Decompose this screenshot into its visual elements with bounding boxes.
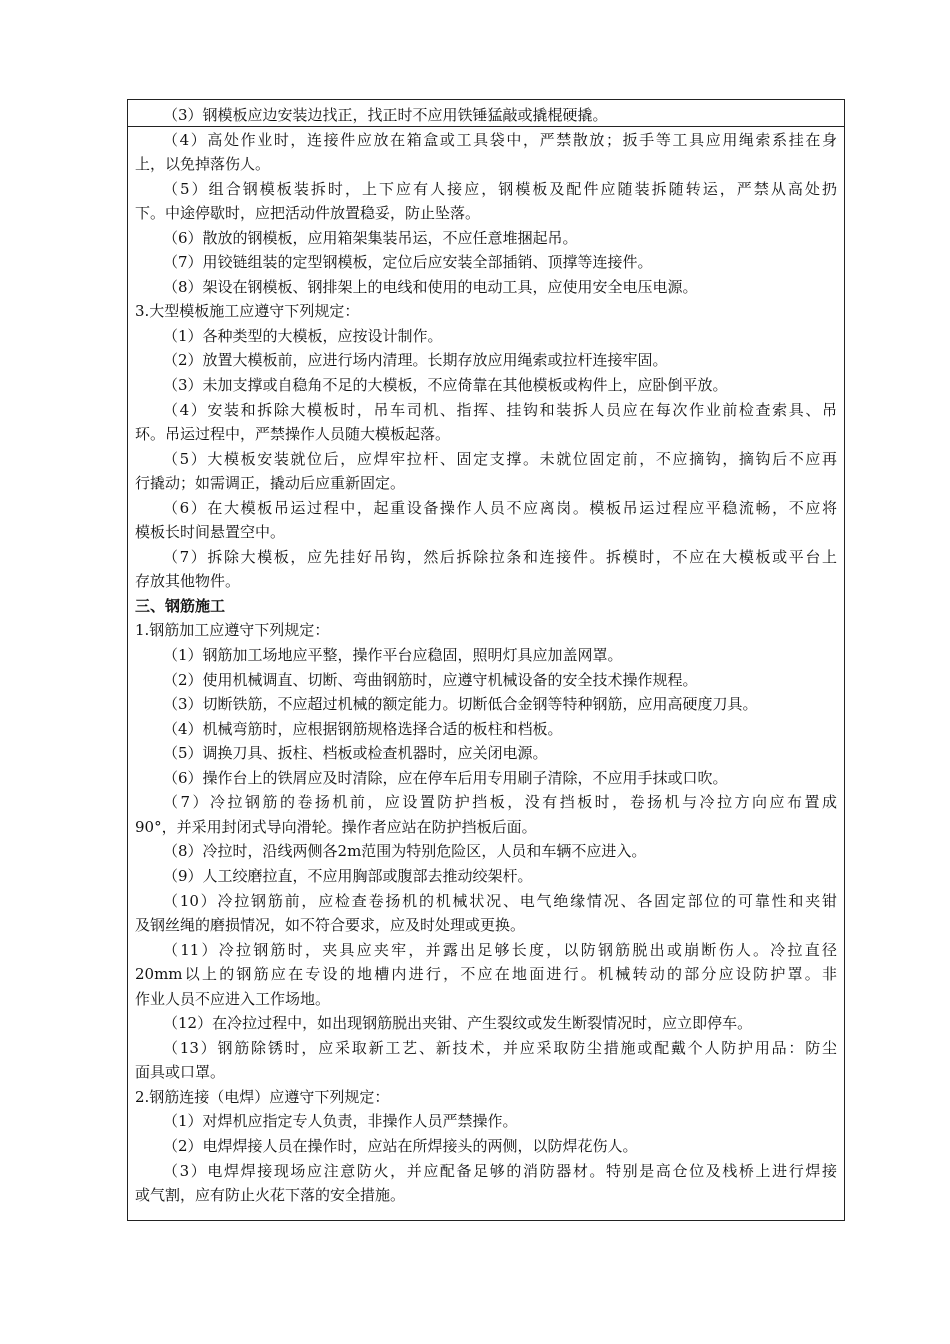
text-line: 模板长时间悬置空中。	[135, 523, 286, 542]
text-line: 作业人员不应进入工作场地。	[135, 989, 331, 1008]
text-line: （13）钢筋除锈时，应采取新工艺、新技术，并应采取防尘措施或配戴个人防护用品：防尘	[163, 1038, 837, 1057]
text-line: （1）钢筋加工场地应平整，操作平台应稳固，照明灯具应加盖网罩。	[163, 646, 623, 665]
text-line: （6）操作台上的铁屑应及时清除，应在停车后用专用刷子清除，不应用手抹或口吹。	[163, 768, 728, 787]
text-line: （12）在冷拉过程中，如出现钢筋脱出夹钳、产生裂纹或发生断裂情况时，应立即停车。	[163, 1014, 753, 1033]
text-line: （7）用铰链组装的定型钢模板，定位后应安装全部插销、顶撑等连接件。	[163, 253, 653, 272]
text-line: （3）未加支撑或自稳角不足的大模板，不应倚靠在其他模板或构件上，应卧倒平放。	[163, 376, 728, 395]
text-line: （7）拆除大模板，应先挂好吊钩，然后拆除拉条和连接件。拆模时，不应在大模板或平台上	[163, 547, 837, 566]
text-line: 下。中途停歇时，应把活动件放置稳妥，防止坠落。	[135, 204, 481, 223]
text-line: （4）机械弯筋时，应根据钢筋规格选择合适的板柱和档板。	[163, 719, 563, 738]
text-line: 2.钢筋连接（电焊）应遵守下列规定：	[135, 1087, 390, 1106]
text-line: （11）冷拉钢筋时，夹具应夹牢，并露出足够长度，以防钢筋脱出或崩断伤人。冷拉直径	[163, 940, 837, 959]
text-line: （6）散放的钢模板，应用箱架集装吊运，不应任意堆捆起吊。	[163, 228, 578, 247]
text-line: （5）组合钢模板装拆时，上下应有人接应，钢模板及配件应随装拆随转运，严禁从高处扔	[163, 179, 837, 198]
text-line: （8）架设在钢模板、钢排架上的电线和使用的电动工具，应使用安全电压电源。	[163, 277, 698, 296]
text-line: （4）安装和拆除大模板时，吊车司机、指挥、挂钩和装拆人员应在每次作业前检查索具、吊	[163, 400, 837, 419]
text-line: （1）对焊机应指定专人负责，非操作人员严禁操作。	[163, 1112, 518, 1131]
text-line: （5）调换刀具、扳柱、档板或检查机器时，应关闭电源。	[163, 744, 548, 763]
text-line: （2）放置大模板前，应进行场内清理。长期存放应用绳索或拉杆连接牢固。	[163, 351, 668, 370]
text-line: 及钢丝绳的磨损情况，如不符合要求，应及时处理或更换。	[135, 916, 526, 935]
text-line: （5）大模板安装就位后，应焊牢拉杆、固定支撑。未就位固定前，不应摘钩，摘钩后不应再	[163, 449, 837, 468]
text-line: （3）钢模板应边安装边找正，找正时不应用铁锤猛敲或撬棍硬撬。	[163, 106, 608, 124]
text-line: （4）高处作业时，连接件应放在箱盒或工具袋中，严禁散放；扳手等工具应用绳索系挂在身	[163, 130, 837, 149]
text-line: （8）冷拉时，沿线两侧各2m范围为特别危险区，人员和车辆不应进入。	[163, 842, 647, 861]
text-line: （7）冷拉钢筋的卷扬机前，应设置防护挡板，没有挡板时，卷扬机与冷拉方向应布置成	[163, 793, 837, 812]
content-table	[127, 99, 845, 1221]
text-line: （2）使用机械调直、切断、弯曲钢筋时，应遵守机械设备的安全技术操作规程。	[163, 670, 698, 689]
text-line: （2）电焊焊接人员在操作时，应站在所焊接头的两侧，以防焊花伤人。	[163, 1136, 638, 1155]
text-line: （1）各种类型的大模板，应按设计制作。	[163, 326, 443, 345]
text-line: （3）切断铁筋，不应超过机械的额定能力。切断低合金钢等特种钢筋，应用高硬度刀具。	[163, 695, 758, 714]
text-line: （10）冷拉钢筋前，应检查卷扬机的机械状况、电气绝缘情况、各固定部位的可靠性和夹钳	[163, 891, 837, 910]
text-line: 行撬动；如需调正，撬动后应重新固定。	[135, 474, 406, 493]
text-line: （6）在大模板吊运过程中，起重设备操作人员不应离岗。模板吊运过程应平稳流畅，不应将	[163, 498, 837, 517]
text-line: 或气割，应有防止火花下落的安全措施。	[135, 1186, 406, 1205]
text-line: 面具或口罩。	[135, 1063, 226, 1082]
text-line: （9）人工绞磨拉直，不应用胸部或腹部去推动绞架杆。	[163, 866, 533, 885]
text-line: 存放其他物件。	[135, 572, 241, 591]
text-line: 1.钢筋加工应遵守下列规定：	[135, 621, 330, 640]
text-line: 上，以免掉落伤人。	[135, 155, 271, 174]
text-line: 环。吊运过程中，严禁操作人员随大模板起落。	[135, 425, 451, 444]
text-line: 20mm以上的钢筋应在专设的地槽内进行，不应在地面进行。机械转动的部分应设防护罩。非	[135, 965, 837, 984]
section-heading: 三、钢筋施工	[135, 596, 226, 615]
text-line: （3）电焊焊接现场应注意防火，并应配备足够的消防器材。特别是高仓位及栈桥上进行焊接	[163, 1161, 837, 1180]
text-line: 90°，并采用封闭式导向滑轮。操作者应站在防护挡板后面。	[135, 817, 537, 836]
document-body	[135, 103, 837, 1208]
text-line: 3.大型模板施工应遵守下列规定：	[135, 302, 360, 321]
